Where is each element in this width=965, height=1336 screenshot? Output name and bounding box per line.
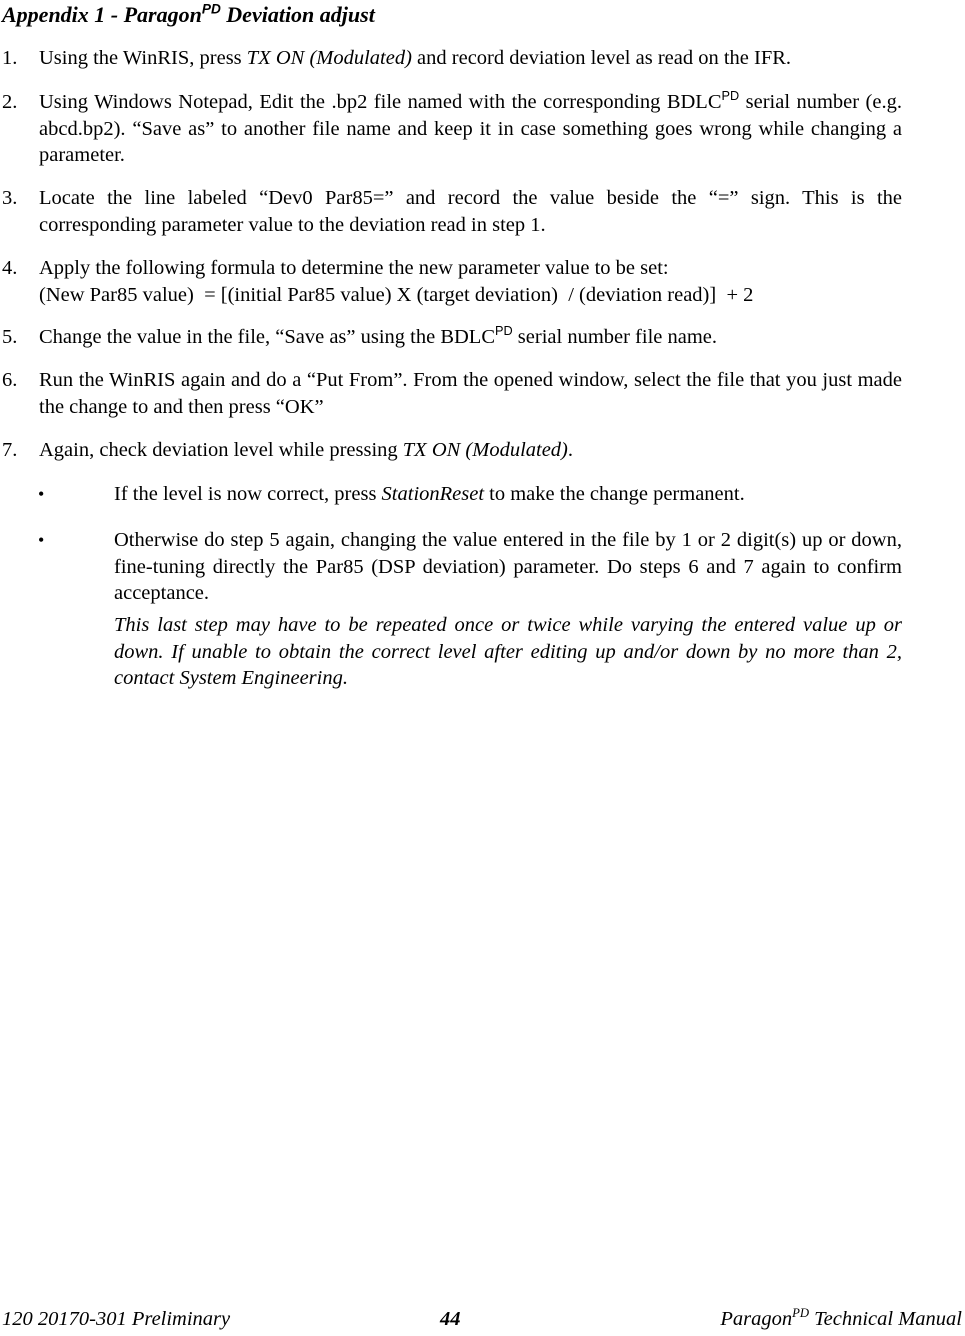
step-text-part: Using the WinRIS, press: [39, 47, 247, 69]
superscript: PD: [495, 323, 513, 339]
step-text-part: and record deviation level as read on the IFR.: [411, 47, 792, 69]
bullet-text: [114, 481, 902, 508]
bullet-text: Otherwise do step 5 again, changing the value entered in the file by 1 or 2 digit(s) up or down, fine-tuning directly the Par85 (DSP deviation) parameter. Do steps 6 and 7 again to confirm acceptance.: [114, 529, 902, 604]
step-text: [39, 437, 902, 464]
title-superscript: PD: [201, 1, 221, 17]
step-emphasis: TX ON (Modulated): [246, 47, 412, 69]
step-text: [39, 324, 902, 351]
footer-title-part: Technical Manual: [809, 1308, 962, 1330]
step-text: Run the WinRIS again and do a “Put From”. From the opened window, select the file that you just made the change to and then press “OK”: [39, 369, 902, 418]
step-number: 1.: [2, 47, 18, 69]
step-number: 4.: [2, 257, 18, 279]
step-text-part: Again, check deviation level while pressing: [39, 439, 403, 461]
title-suffix: Deviation adjust: [220, 2, 375, 27]
formula: (New Par85 value) = [(initial Par85 value) X (target deviation) / (deviation read)] + 2: [39, 283, 754, 306]
footer-superscript: PD: [792, 1306, 810, 1321]
step-number: 6.: [2, 369, 18, 391]
step-text-part: Using Windows Notepad, Edit the .bp2 file named with the corresponding BDLC: [39, 91, 722, 113]
step-text-part: .: [567, 439, 574, 461]
step-text: [39, 255, 902, 308]
note-paragraph: This last step may have to be repeated once or twice while varying the entered value up or down. If unable to obtain the correct level after editing up and/or down by no more than 2, contact System Engineering.: [114, 614, 902, 689]
step-text: [39, 89, 902, 169]
bullet-emphasis: StationReset: [381, 483, 485, 505]
step-text-part: serial number file name.: [512, 326, 718, 348]
bullet-icon: •: [38, 530, 45, 550]
page-title: [2, 0, 375, 30]
step-number: 7.: [2, 439, 18, 461]
step-emphasis: TX ON (Modulated): [402, 439, 568, 461]
step-text: Locate the line labeled “Dev0 Par85=” and record the value beside the “=” sign. This is the corresponding parameter value to the deviation read in step 1.: [39, 187, 902, 236]
step-number: 2.: [2, 91, 18, 113]
footer-title-part: Paragon: [720, 1308, 793, 1330]
bullet-icon: •: [38, 484, 45, 504]
footer-document-number: 120 20170-301 Preliminary: [2, 1308, 231, 1330]
bullet-text-part: If the level is now correct, press: [114, 483, 382, 505]
footer-manual-title: [720, 1306, 962, 1332]
step-text-part: Change the value in the file, “Save as” using the BDLC: [39, 326, 496, 348]
bullet-text-part: to make the change permanent.: [484, 483, 745, 505]
step-number: 5.: [2, 326, 18, 348]
step-text-part: serial number (e.g. abcd.bp2). “Save as” to another file name and keep it in case something goes wrong while changing a parameter.: [39, 91, 902, 166]
superscript: PD: [721, 88, 740, 104]
step-number: 3.: [2, 187, 18, 209]
step-text: [39, 45, 902, 72]
title-prefix: Appendix 1 - Paragon: [2, 2, 202, 27]
step-text-line: Apply the following formula to determine the new parameter value to be set:: [39, 257, 669, 279]
footer-page-number: 44: [440, 1308, 461, 1330]
